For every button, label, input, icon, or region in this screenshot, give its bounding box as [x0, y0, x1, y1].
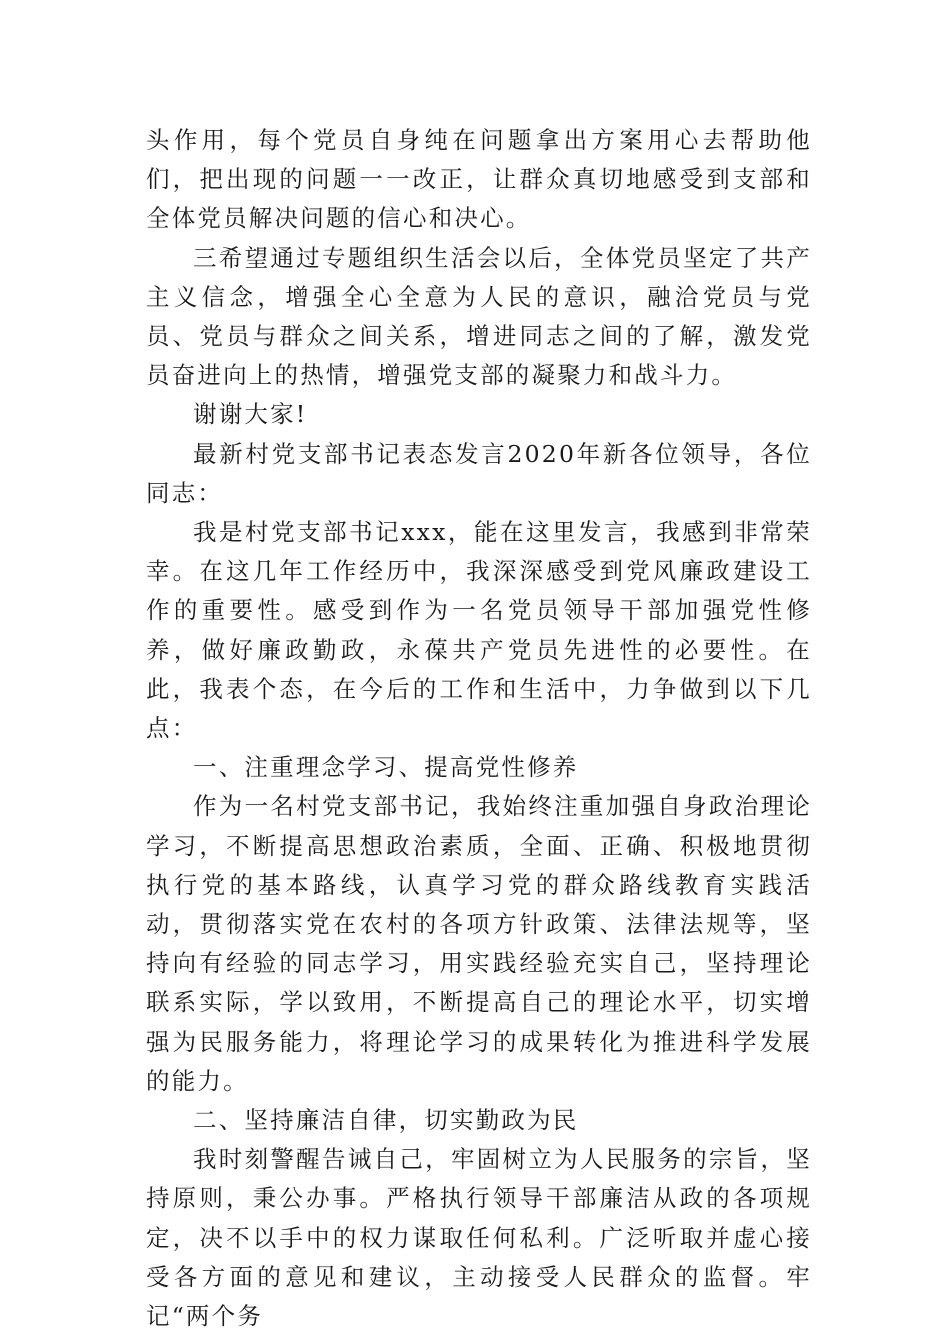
section-heading-2: 二、坚持廉洁自律，切实勤政为民: [193, 1106, 579, 1135]
document-body: [146, 121, 812, 1336]
paragraph-3: 谢谢大家!: [193, 400, 308, 429]
paragraph-2: 三希望通过专题组织生活会以后，全体党员坚定了共产主义信念，增强全心全意为人民的意识，融洽党员与党员、党员与群众之间关系，增进同志之间的了解，激发党员奋进向上的热情，增强党支部的凝聚力和战斗力。: [146, 243, 812, 390]
paragraph-5: 我是村党支部书记xxx，能在这里发言，我感到非常荣幸。在这几年工作经历中，我深深感受到党风廉政建设工作的重要性。感受到作为一名党员领导干部加强党性修养，做好廉政勤政，永葆共产党员先进性的必要性。在此，我表个态，在今后的工作和生活中，力争做到以下几点：: [146, 518, 812, 743]
paragraph-6: 作为一名村党支部书记，我始终注重加强自身政治理论学习，不断提高思想政治素质，全面、正确、积极地贯彻执行党的基本路线，认真学习党的群众路线教育实践活动，贯彻落实党在农村的各项方针政策、法律法规等，坚持向有经验的同志学习，用实践经验充实自己，坚持理论联系实际，学以致用，不断提高自己的理论水平，切实增强为民服务能力，将理论学习的成果转化为推进科学发展的能力。: [146, 792, 812, 1095]
paragraph-1: 头作用，每个党员自身纯在问题拿出方案用心去帮助他们，把出现的问题一一改正，让群众真切地感受到支部和全体党员解决问题的信心和决心。: [146, 126, 812, 233]
section-heading-1: 一、注重理念学习、提高党性修养: [193, 753, 579, 782]
paragraph-7: 我时刻警醒告诫自己，牢固树立为人民服务的宗旨，坚持原则，秉公办事。严格执行领导干部廉洁从政的各项规定，决不以手中的权力谋取任何私利。广泛听取并虚心接受各方面的意见和建议，主动接受人民群众的监督。牢记“两个务: [146, 1145, 812, 1331]
paragraph-4: 最新村党支部书记表态发言2020年新各位领导，各位同志：: [146, 439, 812, 507]
